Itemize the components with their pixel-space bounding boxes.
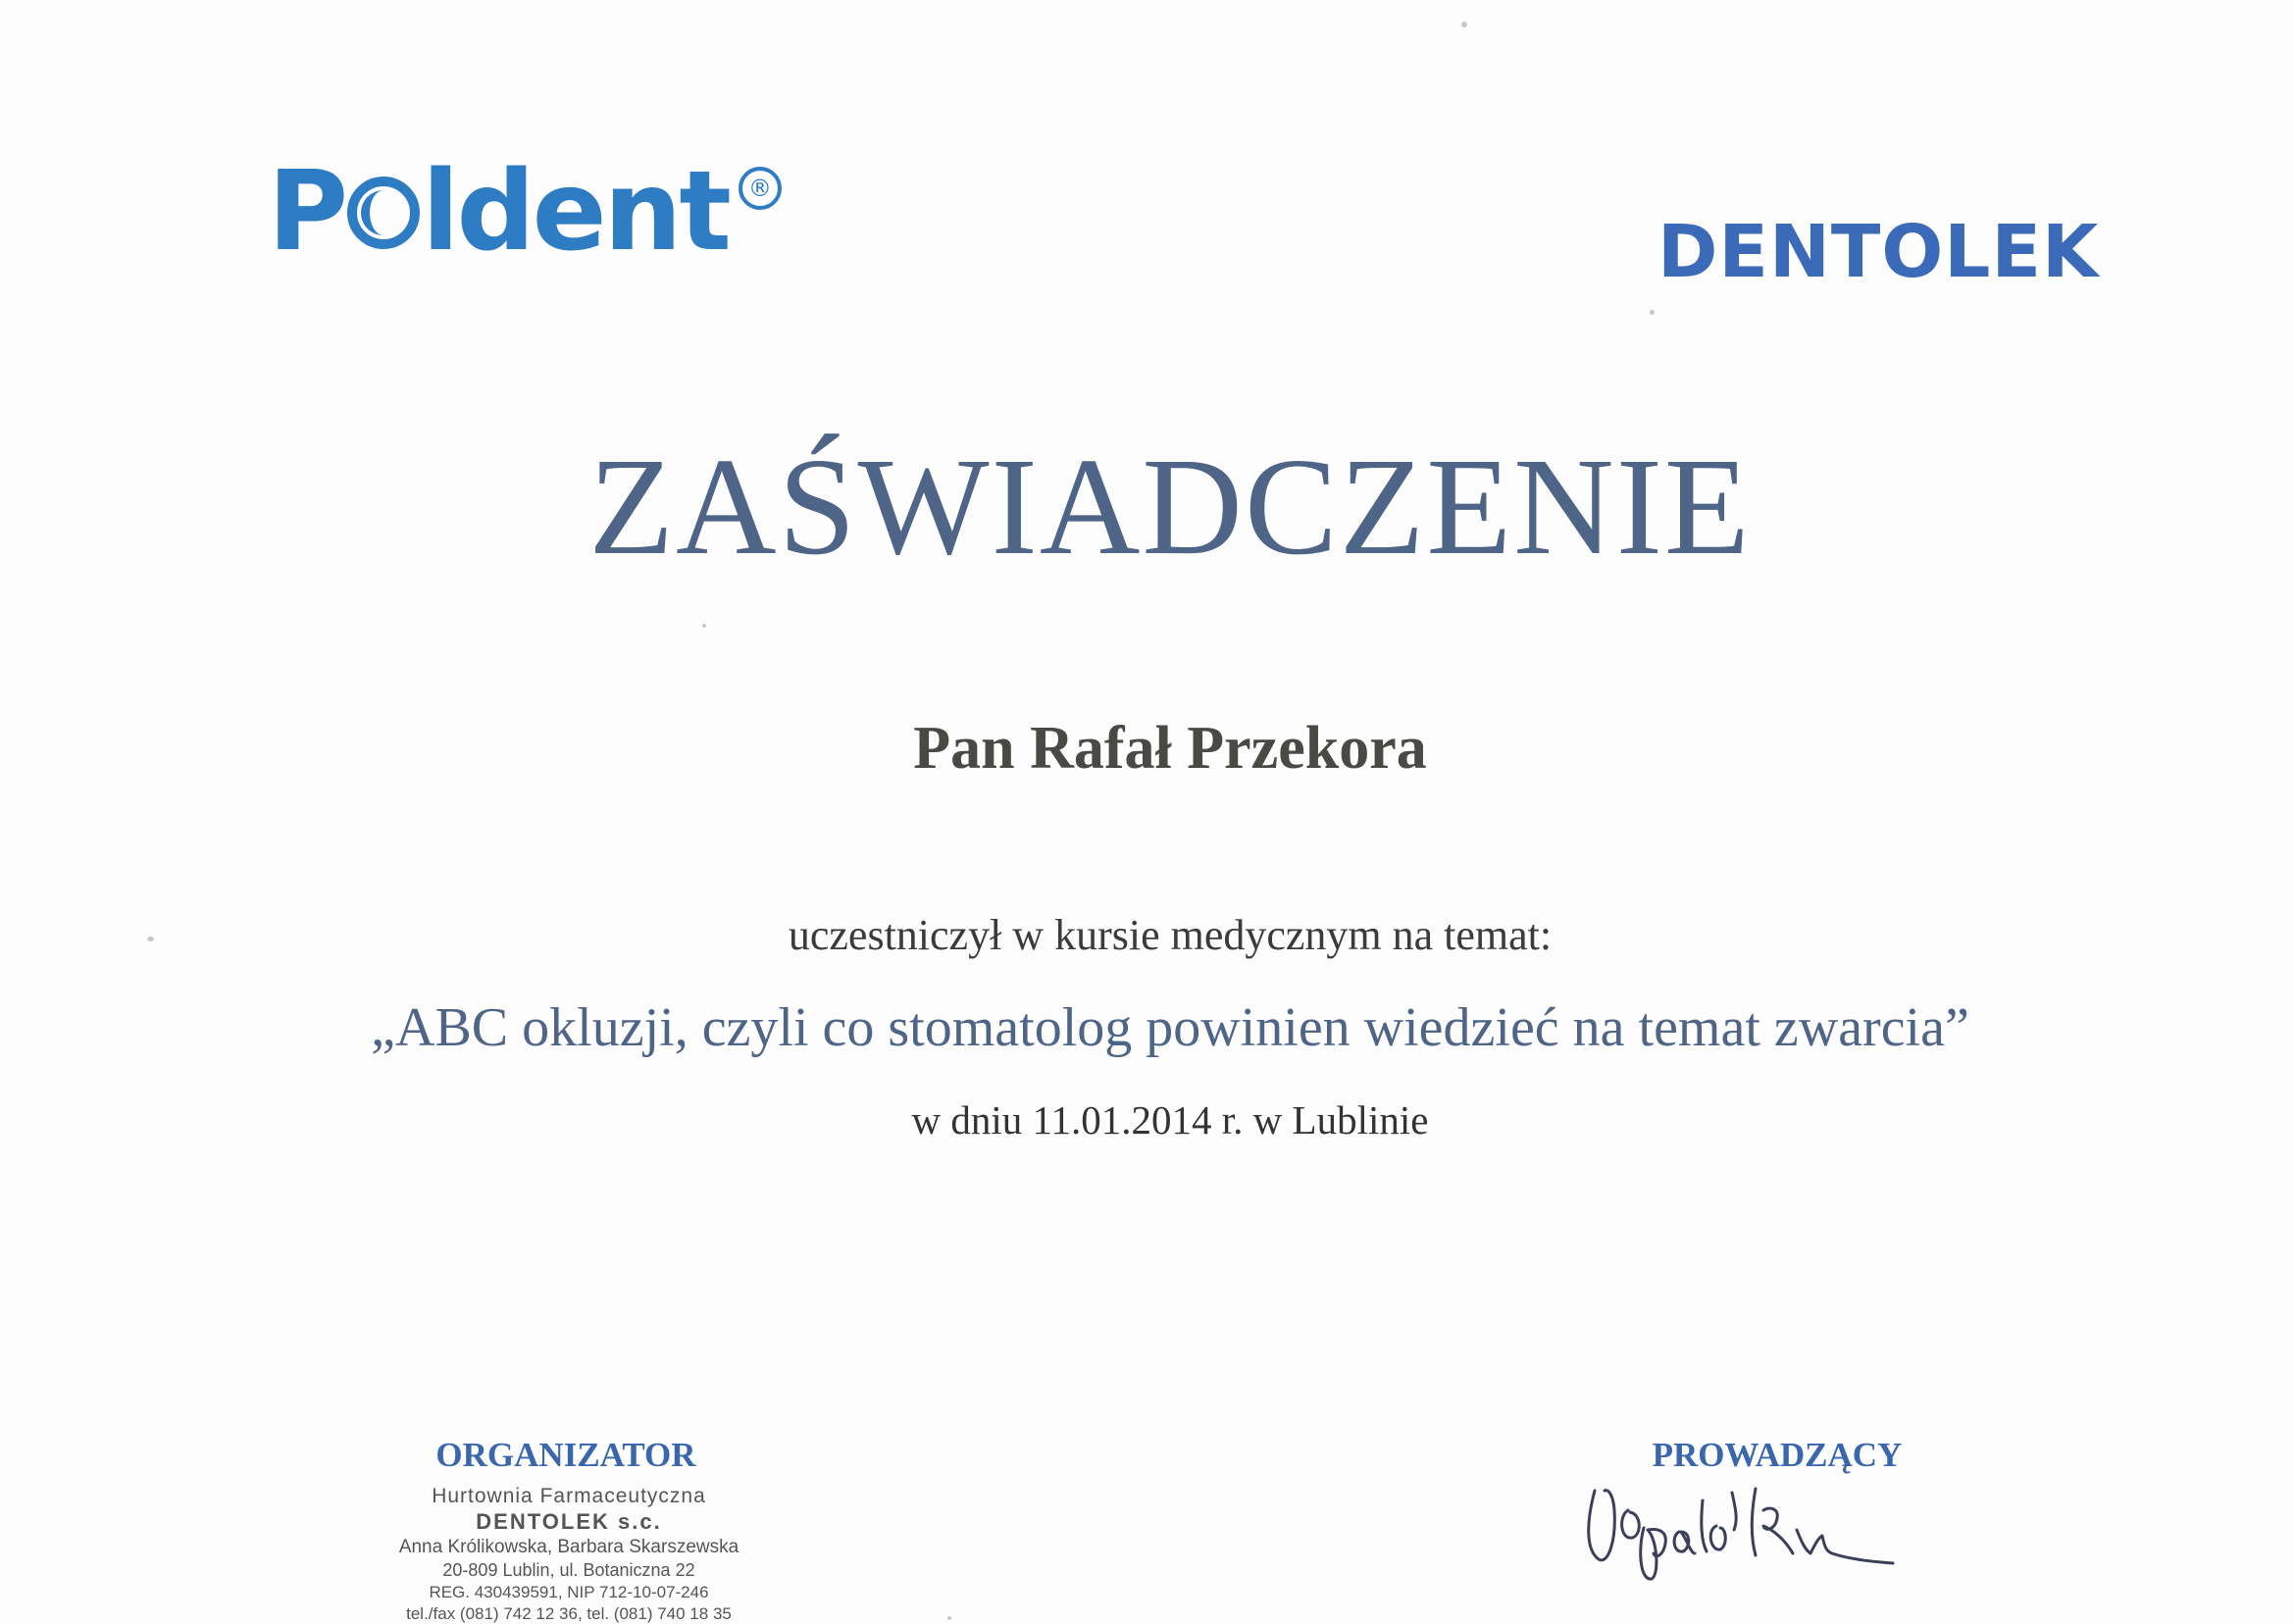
scan-speck bbox=[1650, 310, 1655, 315]
date-location-line: w dniu 11.01.2014 r. w Lublinie bbox=[911, 1097, 1429, 1142]
stamp-line-address: 20-809 Lublin, ul. Botaniczna 22 bbox=[442, 1560, 695, 1580]
registered-mark-icon: ® bbox=[739, 167, 782, 210]
course-topic: „ABC okluzji, czyli co stomatolog powinien wiedzieć na temat zwarcia” bbox=[371, 997, 1969, 1058]
participation-text: uczestniczył w kursie medycznym na temat: bbox=[788, 911, 1553, 959]
certificate-title: ZAŚWIADCZENIE bbox=[588, 429, 1752, 584]
stamp-line-owners: Anna Królikowska, Barbara Skarszewska bbox=[398, 1537, 739, 1557]
recipient-name: Pan Rafał Przekora bbox=[913, 715, 1427, 782]
company-stamp bbox=[353, 1486, 785, 1622]
stamp-line-company-name: DENTOLEK s.c. bbox=[476, 1509, 662, 1534]
scan-speck bbox=[147, 937, 154, 941]
dentolek-logo: DENTOLEK bbox=[1657, 210, 2100, 294]
stamp-line-company-type: Hurtownia Farmaceutyczna bbox=[432, 1485, 706, 1507]
scan-speck bbox=[947, 1616, 951, 1620]
scan-speck bbox=[702, 624, 706, 628]
instructor-label: PROWADZĄCY bbox=[1652, 1436, 1903, 1474]
poldent-o-icon bbox=[347, 157, 420, 229]
scan-speck bbox=[1461, 22, 1467, 27]
stamp-line-registration: REG. 430439591, NIP 712-10-07-246 bbox=[429, 1583, 709, 1601]
poldent-logo: P ldent ® bbox=[268, 157, 782, 267]
stamp-line-phone: tel./fax (081) 742 12 36, tel. (081) 740 18 35 bbox=[406, 1604, 732, 1623]
instructor-signature bbox=[1569, 1471, 1962, 1599]
organizer-label: ORGANIZATOR bbox=[435, 1436, 696, 1474]
